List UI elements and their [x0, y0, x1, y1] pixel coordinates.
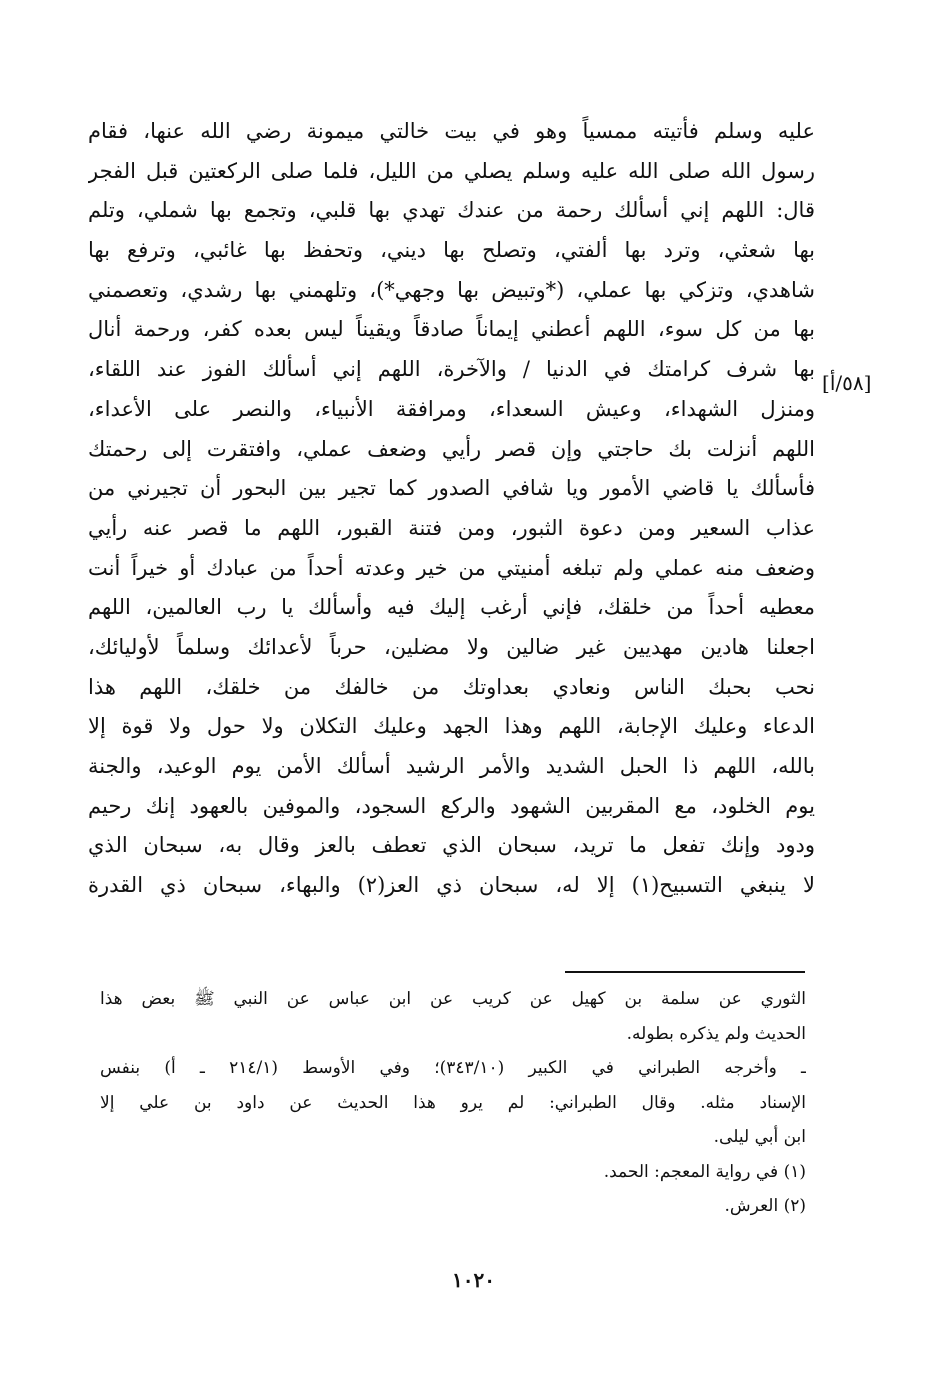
text-line: بها من كل سوء، اللهم أعطني إيماناً صادقاً ويقيناً ليس بعده كفر، ورحمة أنال	[88, 317, 815, 342]
main-text-body	[88, 112, 815, 906]
text-line: ودود وإنك تفعل ما تريد، سبحان الذي تعطف بالعز وقال به، سبحان الذي	[88, 833, 815, 858]
footnote-1: (١) في رواية المعجم: الحمد.	[603, 1161, 806, 1182]
text-line: بها شرف كرامتك في الدنيا / والآخرة، اللهم إني أسألك الفوز عند اللقاء،	[88, 357, 815, 382]
text-line: يوم الخلود، مع المقربين الشهود والركع السجود، والموفين بالعهود إنك رحيم	[88, 793, 815, 818]
footnotes-section	[100, 982, 806, 1224]
page-number: ١٠٢٠	[452, 1268, 495, 1292]
text-line: عذاب السعير ومن دعوة الثبور، ومن فتنة القبور، اللهم ما قصر عنه رأيي	[88, 515, 815, 540]
footnote-line: ـ وأخرجه الطبراني في الكبير (٣٤٣/١٠)؛ وفي الأوسط (٢١٤/١ ـ أ) بنفس	[100, 1058, 806, 1078]
text-line: بالله، اللهم ذا الحبل الشديد والأمر الرشيد أسألك الأمن يوم الوعيد، والجنة	[88, 754, 815, 778]
text-line: شاهدي، وتزكي بها عملي، (*وتبيض بها وجهي*)، وتلهمني بها رشدي، وتعصمني	[88, 277, 815, 302]
text-line: لا ينبغي التسبيح(١) إلا له، سبحان ذي العز(٢) والبهاء، سبحان ذي القدرة	[88, 873, 815, 898]
text-line: اجعلنا هادين مهديين غير ضالين ولا مضلين، حرباً لأعدائك وسلماً لأوليائك،	[88, 634, 815, 659]
text-line: عليه وسلم فأتيته ممسياً وهو في بيت خالتي ميمونة رضي الله عنها، فقام	[88, 119, 815, 143]
footnote-line: الثوري عن سلمة بن كهيل عن كريب عن ابن عباس عن النبي ﷺ بعض هذا	[100, 989, 806, 1009]
text-line: فأسألك يا قاضي الأمور ويا شافي الصدور كما تجير بين البحور أن تجيرني من	[88, 476, 815, 501]
text-line: قال: اللهم إني أسألك رحمة من عندك تهدي بها قلبي، وتجمع بها شملي، وتلم	[88, 198, 815, 223]
footnote-separator	[565, 971, 805, 973]
text-line: الدعاء وعليك الإجابة، اللهم وهذا الجهد وعليك التكلان ولا حول ولا قوة إلا	[88, 714, 815, 739]
text-line: رسول الله صلى الله عليه وسلم يصلي من الليل، فلما صلى الركعتين قبل الفجر	[88, 158, 815, 183]
text-line: اللهم أنزلت بك حاجتي وإن قصر رأيي وضعف عملي، وافتقرت إلى رحمتك	[88, 436, 815, 461]
footnote-line: ابن أبي ليلى.	[713, 1127, 806, 1147]
text-line: معطيه أحداً من خلقك، فإني أرغب إليك فيه وأسألك يا رب العالمين، اللهم	[88, 595, 815, 620]
footnote-line: الإسناد مثله. وقال الطبراني: لم يرو هذا الحديث عن داود بن علي إلا	[100, 1092, 806, 1113]
text-line: وضعف منه عملي ولم تبلغه أمنيتي من خير وعدته أحداً من عبادك أو خيراً أنت	[88, 555, 815, 580]
footnote-2: (٢) العرش.	[724, 1196, 806, 1216]
text-line: ومنزل الشهداء، وعيش السعداء، ومرافقة الأنبياء، والنصر على الأعداء،	[88, 396, 815, 421]
footnote-line: الحديث ولم يذكره بطوله.	[626, 1023, 806, 1044]
text-line: بها شعثي، وترد بها ألفتي، وتصلح بها ديني، وتحفظ بها غائبي، وترفع بها	[88, 238, 815, 263]
manuscript-folio-marker: [٥٨/أ]	[822, 371, 872, 395]
text-line: نحب بحبك الناس ونعادي بعداوتك من خالفك من خلقك، اللهم هذا	[88, 674, 815, 699]
